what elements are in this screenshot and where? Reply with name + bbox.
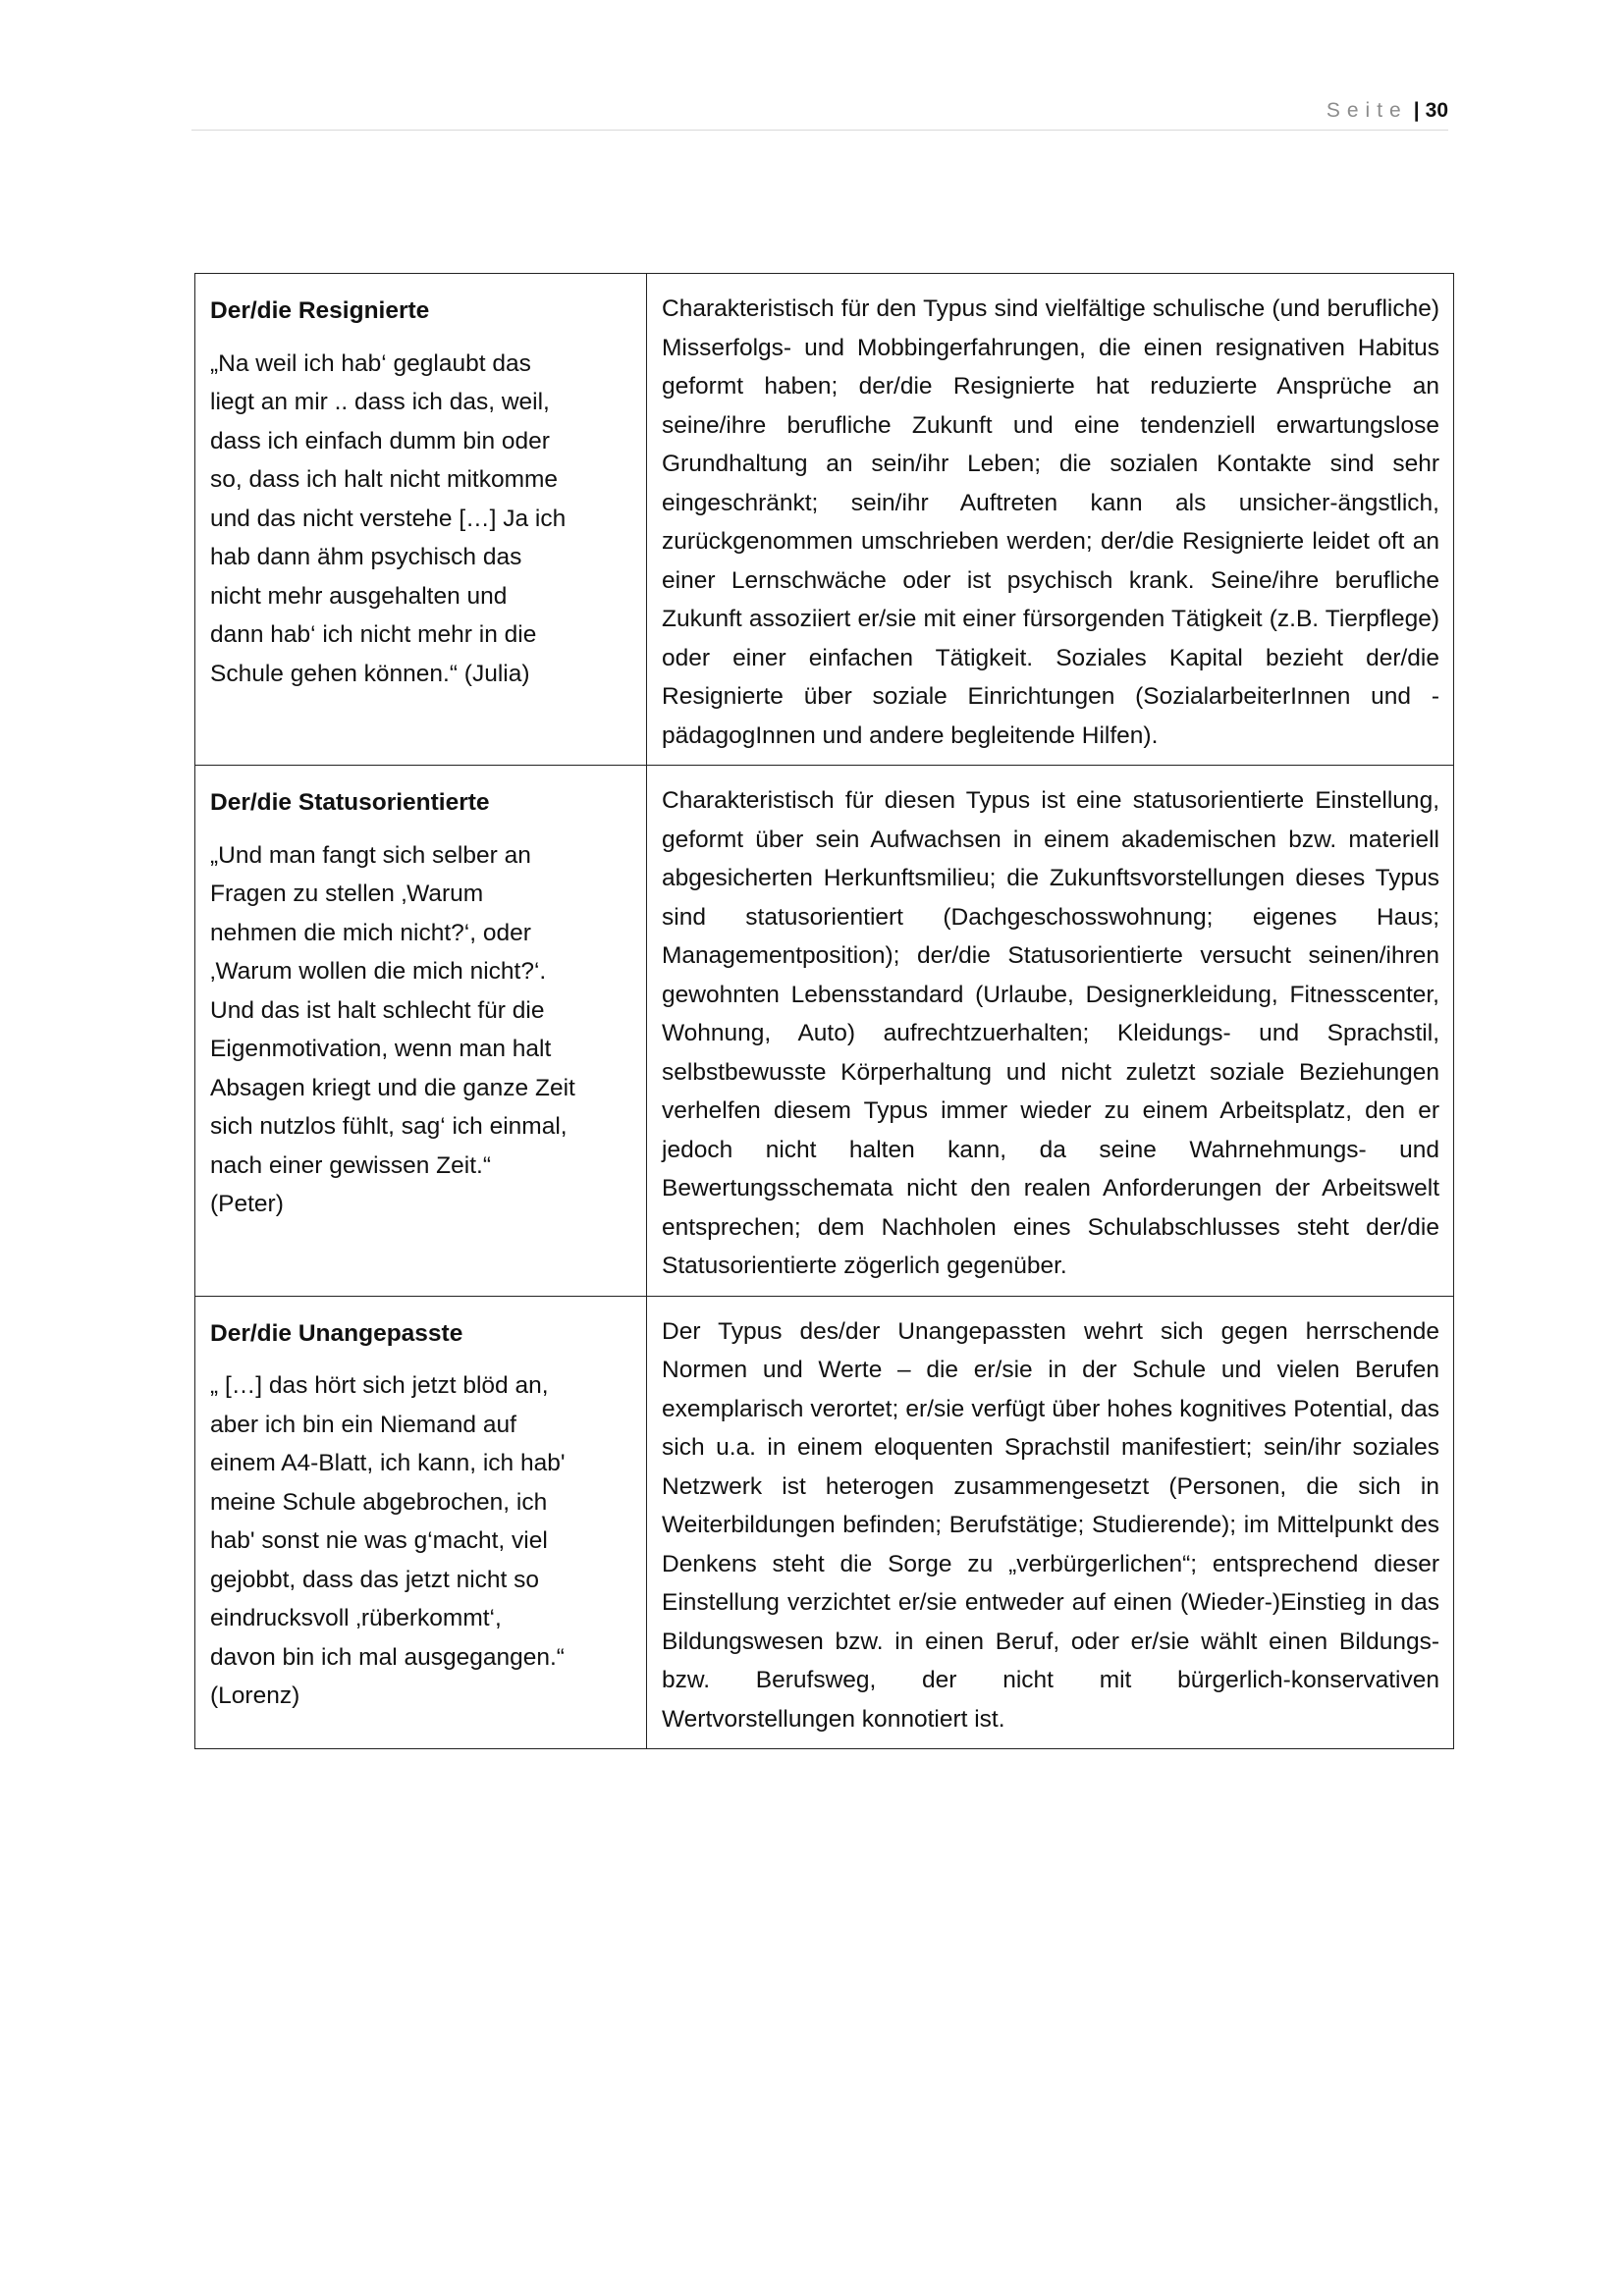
page-number: 30 xyxy=(1425,99,1448,122)
type-title: Der/die Unangepasste xyxy=(210,1319,463,1347)
type-quote: „Na weil ich hab‘ geglaubt das liegt an mir .. dass ich das, weil, dass ich einfach dumm bin oder so, dass ich halt nicht mitkomme und das nicht verstehe […] Ja ich hab dann ähm psychisch das nicht mehr ausgehalten und dann hab‘ ich nicht mehr in die Schule gehen können.“ (Julia) xyxy=(210,349,567,687)
table-row xyxy=(195,274,1454,766)
table-row xyxy=(195,1296,1454,1749)
type-description: Der Typus des/der Unangepassten wehrt sich gegen herrschende Normen und Werte – die er/sie in der Schule und vielen Berufen exemplarisch verortet; er/sie verfügt über hohes kognitives Potential, das sich u.a. in einem eloquenten Sprachstil manifestiert; sein/ihr soziales Netzwerk ist heterogen zusammengesetzt (Personen, die sich in Weiterbildungen befinden; Berufstätige; Studierende); im Mittelpunkt des Denkens steht die Sorge zu „verbürgerlichen“; entsprechend dieser Einstellung verzichtet er/sie entweder auf einen (Wieder-)Einstieg in das Bildungswesen bzw. in einen Beruf, oder er/sie wählt einen Bildungs- bzw. Berufsweg, der nicht mit bürgerlich-konservativen Wertvorstellungen konnotiert ist. xyxy=(647,1296,1454,1749)
page-header xyxy=(191,98,1448,131)
type-quote: „ […] das hört sich jetzt blöd an, aber ich bin ein Niemand auf einem A4-Blatt, ich kann, ich hab' meine Schule abgebrochen, ich hab' sonst nie was g‘macht, viel gejobbt, dass das jetzt nicht so eindrucksvoll ‚rüberkommt‘, davon bin ich mal ausgegangen.“ (Lorenz) xyxy=(210,1372,566,1709)
type-description: Charakteristisch für diesen Typus ist eine statusorientierte Einstellung, geformt über sein Aufwachsen in einem akademischen bzw. materiell abgesicherten Herkunftsmilieu; die Zukunftsvorstellungen dieses Typus sind statusorientiert (Dachgeschosswohnung; eigenes Haus; Managementposition); der/die Statusorientierte versucht seinen/ihren gewohnten Lebensstandard (Urlaube, Designerkleidung, Fitnesscenter, Wohnung, Auto) aufrechtzuerhalten; Kleidungs- und Sprachstil, selbstbewusste Körperhaltung und nicht zuletzt soziale Beziehungen verhelfen diesem Typus immer wieder zu einem Arbeitsplatz, den er jedoch nicht halten kann, da seine Wahrnehmungs- und Bewertungsschemata nicht den realen Anforderungen der Arbeitswelt entsprechen; dem Nachholen eines Schulabschlusses steht der/die Statusorientierte zögerlich gegenüber. xyxy=(647,766,1454,1297)
type-table xyxy=(194,273,1454,1749)
table-row xyxy=(195,766,1454,1297)
type-cell xyxy=(195,766,647,1297)
page-header-separator: | xyxy=(1413,99,1420,122)
type-title: Der/die Resignierte xyxy=(210,297,430,324)
type-cell xyxy=(195,274,647,766)
page-header-word: Seite xyxy=(1326,99,1408,122)
type-quote: „Und man fangt sich selber an Fragen zu stellen ‚Warum nehmen die mich nicht?‘, oder ‚Warum wollen die mich nicht?‘. Und das ist halt schlecht für die Eigenmotivation, wenn man halt Absagen kriegt und die ganze Zeit sich nutzlos fühlt, sag‘ ich einmal, nach einer gewissen Zeit.“ (Peter) xyxy=(210,841,575,1217)
type-title: Der/die Statusorientierte xyxy=(210,789,490,816)
type-description: Charakteristisch für den Typus sind vielfältige schulische (und berufliche) Misserfolgs- und Mobbingerfahrungen, die einen resignativen Habitus geformt haben; der/die Resignierte hat reduzierte Ansprüche an seine/ihre berufliche Zukunft und eine tendenziell erwartungslose Grundhaltung an sein/ihr Leben; die sozialen Kontakte sind sehr eingeschränkt; sein/ihr Auftreten kann als unsicher-ängstlich, zurückgenommen umschrieben werden; der/die Resignierte leidet oft an einer Lernschwäche oder ist psychisch krank. Seine/ihre berufliche Zukunft assoziiert er/sie mit einer fürsorgenden Tätigkeit (z.B. Tierpflege) oder einer einfachen Tätigkeit. Soziales Kapital bezieht der/die Resignierte über soziale Einrichtungen (SozialarbeiterInnen und -pädagogInnen und andere begleitende Hilfen). xyxy=(647,274,1454,766)
type-cell xyxy=(195,1296,647,1749)
